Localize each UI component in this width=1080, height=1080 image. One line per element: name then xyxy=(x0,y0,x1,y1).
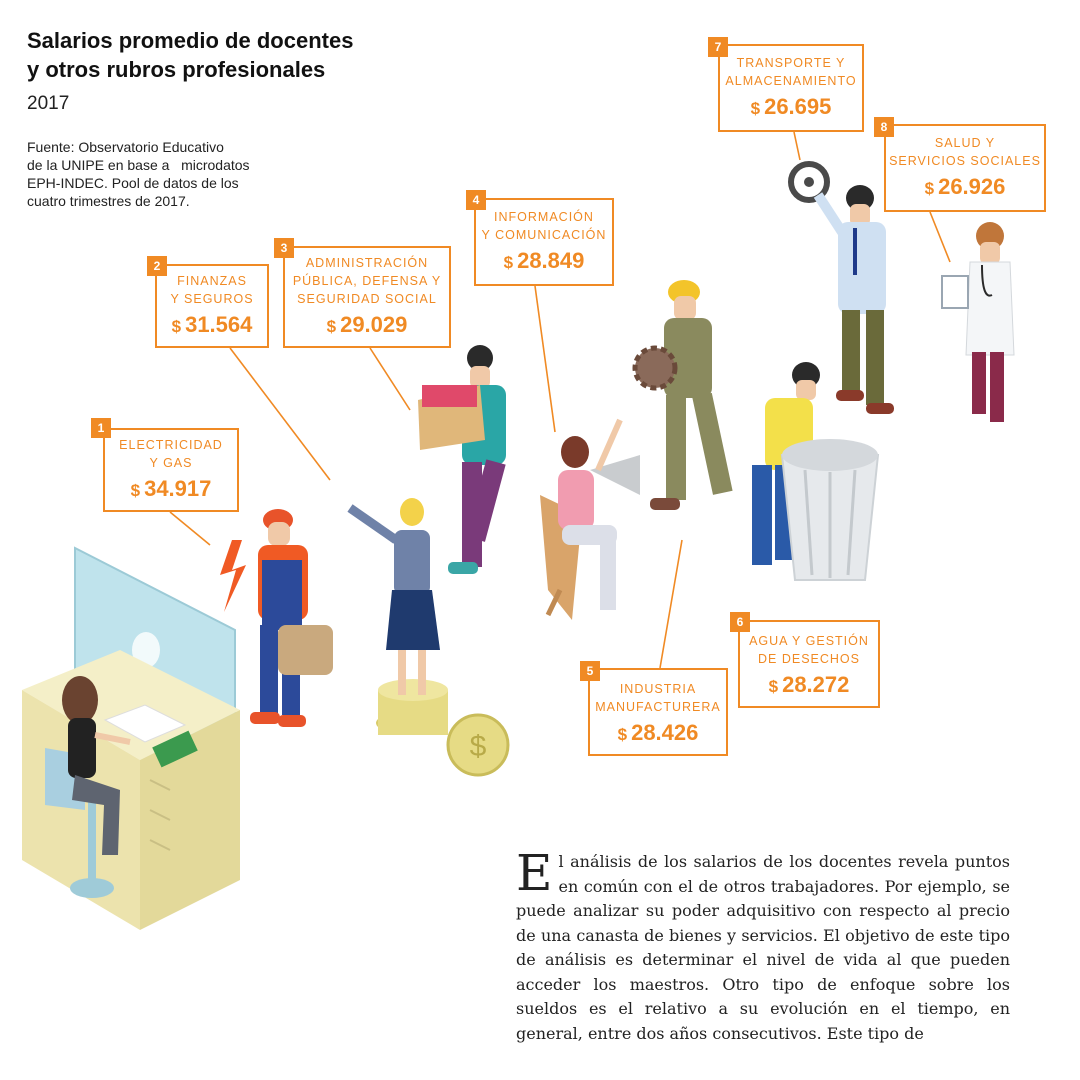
sector-value-8 xyxy=(886,174,1044,200)
electrician-figure xyxy=(220,509,333,727)
leader-1 xyxy=(170,512,210,545)
sector-label-3b: PÚBLICA, DEFENSA Y xyxy=(292,274,442,288)
sector-value-text-2: 31.564 xyxy=(185,312,253,337)
sector-box-8 xyxy=(884,124,1046,212)
industry-figure xyxy=(635,280,733,510)
sector-label-1a: ELECTRICIDAD xyxy=(119,438,223,452)
sector-value-text-3: 29.029 xyxy=(340,312,408,337)
sector-number-8: 8 xyxy=(874,117,894,137)
sector-value-text-6: 28.272 xyxy=(782,672,850,697)
sector-label-7a: TRANSPORTE Y xyxy=(736,56,846,70)
sector-label-6a: AGUA Y GESTIÓN xyxy=(749,634,869,648)
sector-value-text-8: 26.926 xyxy=(938,174,1006,199)
title-line-2: y otros rubros profesionales xyxy=(27,57,326,82)
sector-label-8b: SERVICIOS SOCIALES xyxy=(889,154,1041,168)
sector-value-3 xyxy=(285,312,449,338)
source-line-1: Fuente: Observatorio Educativo xyxy=(27,139,224,155)
sector-box-5 xyxy=(588,668,728,756)
sector-value-text-1: 34.917 xyxy=(144,476,212,501)
sector-value-7 xyxy=(720,94,862,120)
year-label: 2017 xyxy=(27,93,70,114)
sector-label-3c: SEGURIDAD SOCIAL xyxy=(297,292,437,306)
source-line-3: EPH-INDEC. Pool de datos de los xyxy=(27,175,239,191)
clipboard-icon xyxy=(942,276,968,308)
sector-label-7b: ALMACENAMIENTO xyxy=(725,74,857,88)
sector-number-1: 1 xyxy=(91,418,111,438)
leader-8 xyxy=(930,212,950,262)
sector-label-8a: SALUD Y xyxy=(934,136,996,150)
sector-value-6 xyxy=(740,672,878,698)
sector-label-3a: ADMINISTRACIÓN xyxy=(305,256,429,270)
sector-label-6b: DE DESECHOS xyxy=(758,652,860,666)
leader-3 xyxy=(370,348,410,410)
sector-box-2 xyxy=(155,264,269,348)
sector-value-text-5: 28.426 xyxy=(631,720,699,745)
sector-value-5 xyxy=(590,720,726,746)
sector-number-4: 4 xyxy=(466,190,486,210)
sector-label-1b: Y GAS xyxy=(149,456,193,470)
teacher-desk-scene xyxy=(22,548,240,930)
sector-label-5b: MANUFACTURERA xyxy=(595,700,721,714)
currency-symbol: $ xyxy=(171,317,182,336)
sector-label-4a: INFORMACIÓN xyxy=(494,210,594,224)
sector-label-2a: FINANZAS xyxy=(177,274,247,288)
leader-2 xyxy=(230,348,330,480)
doctor-coat xyxy=(966,262,1014,355)
leader-5 xyxy=(660,540,682,668)
sector-label-5a: INDUSTRIA xyxy=(619,682,697,696)
sector-number-2: 2 xyxy=(147,256,167,276)
currency-symbol: $ xyxy=(503,253,514,272)
source-line-4: cuatro trimestres de 2017. xyxy=(27,193,190,209)
sector-box-4 xyxy=(474,198,614,286)
sector-number-7: 7 xyxy=(708,37,728,57)
title-line-1: Salarios promedio de docentes xyxy=(27,28,354,53)
currency-symbol: $ xyxy=(768,677,779,696)
svg-text:$: $ xyxy=(469,730,487,763)
sector-number-5: 5 xyxy=(580,661,600,681)
megaphone-icon xyxy=(590,455,640,495)
sector-label-2b: Y SEGUROS xyxy=(170,292,254,306)
sector-label-4b: Y COMUNICACIÓN xyxy=(481,228,607,242)
sector-box-3 xyxy=(283,246,451,348)
sector-number-6: 6 xyxy=(730,612,750,632)
sector-number-3: 3 xyxy=(274,238,294,258)
currency-symbol: $ xyxy=(326,317,337,336)
health-figure xyxy=(942,222,1014,422)
admin-figure xyxy=(418,345,506,574)
sector-value-text-4: 28.849 xyxy=(517,248,585,273)
article-text: l análisis de los salarios de los docentes revela puntos en común con el de otros trabajadores. Por ejemplo, se puede analizar su poder adquisitivo con respecto al precio de una canasta de bienes y servicios. El objetivo de este tipo de análisis es determinar el nivel de vida al que pueden acceder los maestros. Otro tipo de enfoque sobre los sueldos es el relativo a su evolución en el tiempo, en general, entre dos años consecutivos. Este tipo de xyxy=(516,852,1010,1043)
sector-value-2 xyxy=(157,312,267,338)
article-paragraph xyxy=(516,844,1010,1046)
gear-icon xyxy=(635,348,675,388)
leader-7 xyxy=(794,132,800,160)
source-line-2: de la UNIPE en base a microdatos xyxy=(27,157,250,173)
sector-value-4 xyxy=(476,248,612,274)
currency-symbol: $ xyxy=(617,725,628,744)
sector-value-text-7: 26.695 xyxy=(764,94,832,119)
sector-box-1 xyxy=(103,428,239,512)
sector-value-1 xyxy=(105,476,237,502)
sector-box-7 xyxy=(718,44,864,132)
currency-symbol: $ xyxy=(924,179,935,198)
lightning-icon xyxy=(220,540,246,612)
sector-box-6 xyxy=(738,620,880,708)
currency-symbol: $ xyxy=(130,481,141,500)
leader-4 xyxy=(535,286,555,432)
communication-figure xyxy=(540,420,640,620)
drop-cap: E xyxy=(516,844,553,902)
currency-symbol: $ xyxy=(750,99,761,118)
